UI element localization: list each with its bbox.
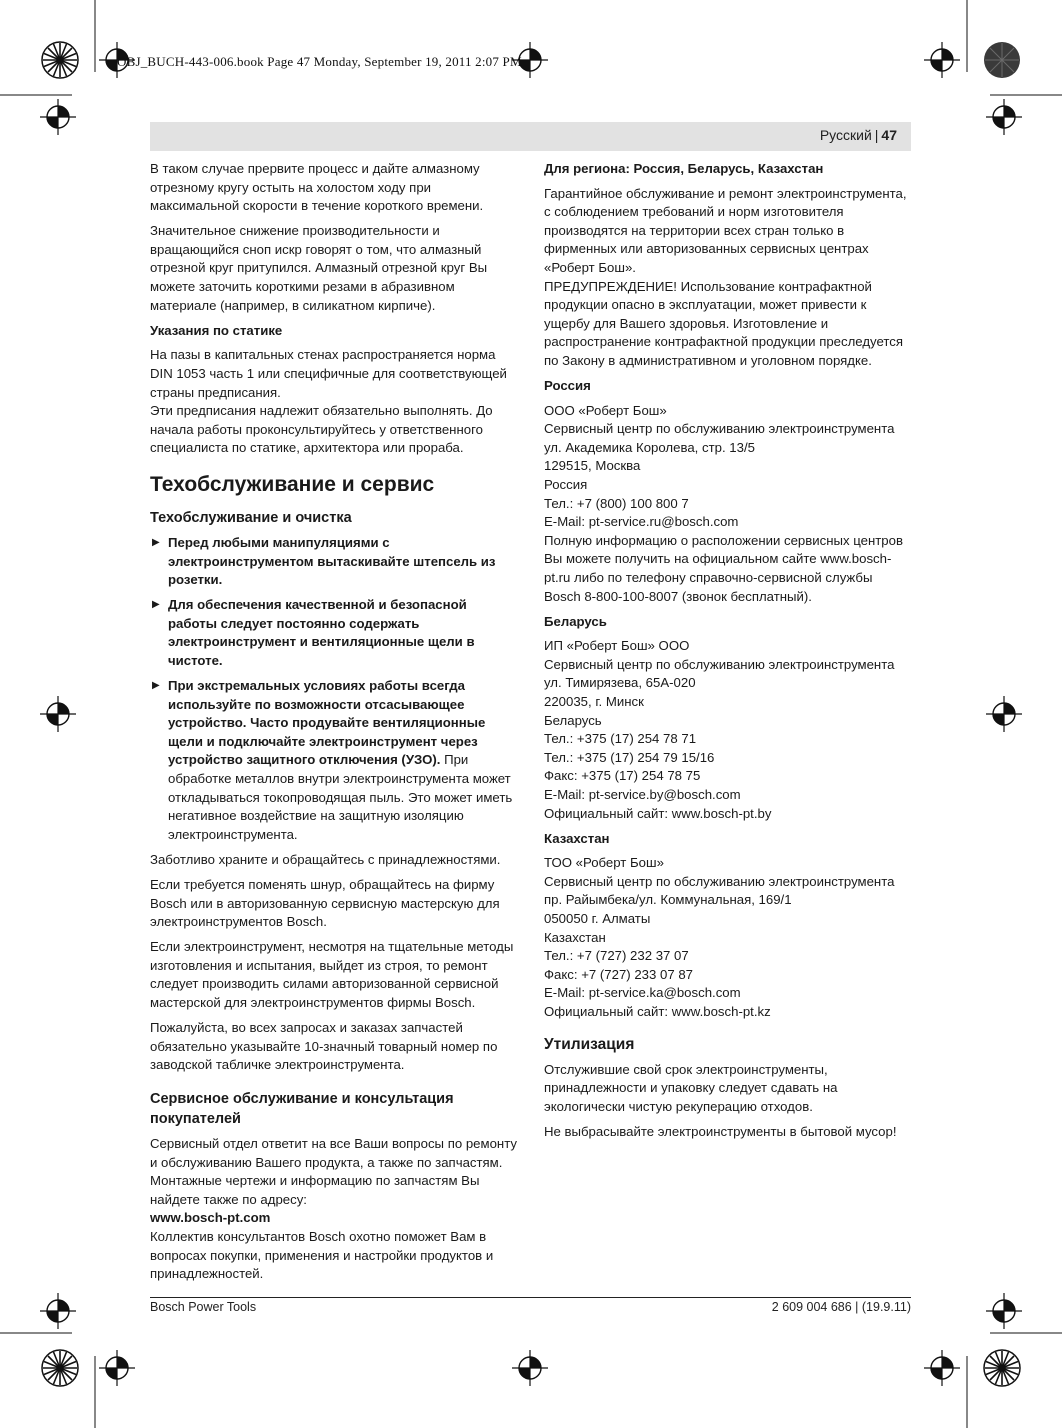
bullet-text: Для обеспечения качественной и безопасной работы следует постоянно содержать электроинструмент и вентиляционные щели в чистоте. — [168, 597, 475, 668]
statics-line: На пазы в капитальных стенах распространяется норма DIN 1053 часть 1 или специфичные для соответствующей страны предписания. — [150, 347, 507, 400]
address-line: E-Mail: pt-service.ka@bosch.com — [544, 985, 741, 1001]
region-text — [544, 185, 912, 371]
header-separator: | — [874, 127, 879, 143]
address-line: Сервисный центр по обслуживанию электроинструмента — [544, 656, 895, 672]
footer-doc-number: 2 609 004 686 | (19.9.11) — [771, 1300, 911, 1314]
address-line: E-Mail: pt-service.by@bosch.com — [544, 787, 741, 802]
address-line: Беларусь — [544, 712, 602, 728]
disposal-paragraph: Отслужившие свой срок электроинструменты, принадлежности и упаковку следует сдавать на экологически чистую рекуперацию отходов. — [544, 1061, 838, 1114]
address-line: Факс: +375 (17) 254 78 75 — [544, 768, 701, 784]
address-line: ИП «Роберт Бош» ООО — [544, 638, 690, 654]
address-line: Сервисный центр по обслуживанию электроинструмента — [544, 421, 895, 437]
address-line: 220035, г. Минск — [544, 694, 644, 710]
footer-brand: Bosch Power Tools — [150, 1300, 257, 1314]
disposal-heading: Утилизация — [544, 1035, 635, 1053]
statics-line: Эти предписания надлежит обязательно выполнять. До начала работы проконсультируйтесь у ответственного специалиста по статике, архитектора или прораба. — [150, 403, 493, 456]
triangle-bullet-icon: ▶ — [152, 536, 160, 548]
bullet-text: Перед любыми манипуляциями с электроинструментом вытаскивайте штепсель из розетки. — [168, 534, 496, 588]
address-line: ул. Тимирязева, 65А-020 — [544, 675, 696, 691]
section-title: Техобслуживание и сервис — [150, 472, 435, 496]
belarus-heading: Беларусь — [544, 613, 607, 629]
left-column — [150, 160, 518, 1284]
russia-heading: Россия — [544, 378, 591, 394]
bullet-item — [150, 596, 518, 670]
service-line: Сервисный отдел ответит на все Ваши вопросы по ремонту и обслуживанию Вашего продукта, а также по запчастям. Монтажные чертежи и информацию по запчастям Вы найдете также по адресу: — [150, 1135, 517, 1207]
intro-paragraph: Значительное снижение производительности и вращающийся сноп искр говорят о том, что алмазный отрезной круг притупился. Алмазный отрезной круг Вы можете заточить короткими резами в абразивном материале (например, в силикатном кирпиче). — [150, 223, 488, 313]
bullet-item — [150, 534, 518, 590]
address-line: Тел.: +375 (17) 254 79 15/16 — [544, 749, 715, 765]
warning-line: ПРЕДУПРЕЖДЕНИЕ! Использование контрафактной продукции опасно в эксплуатации, может привести к ущербу для Вашего здоровья. Изготовление и распространение контрафактной продукции преследуется по Закону в административном и уголовном порядке. — [544, 278, 904, 368]
maintenance-paragraph: Если требуется поменять шнур, обращайтесь на фирму Bosch или в авторизованную сервисную мастерскую для электроинструментов Bosch. — [150, 877, 500, 930]
footer-rule — [150, 1297, 911, 1298]
address-line: Официальный сайт: www.bosch-pt.kz — [544, 1004, 771, 1020]
address-line: Тел.: +7 (727) 232 37 07 — [544, 948, 689, 964]
triangle-bullet-icon: ▶ — [152, 680, 160, 692]
bullet-text: При обработке металлов внутри электроинструмента может откладываться токопроводящая пыль. Это может иметь негативное воздействие на защитную изоляцию электроинструмента. — [168, 752, 513, 842]
service-heading: Сервисное обслуживание и консультация покупателей — [150, 1090, 454, 1127]
service-url: www.bosch-pt.com — [150, 1210, 271, 1226]
disposal-paragraph: Не выбрасывайте электроинструменты в бытовой мусор! — [544, 1123, 897, 1139]
region-line: Гарантийное обслуживание и ремонт электроинструмента, с соблюдением требований и норм изготовителя производятся на территории всех стран только в фирменных или авторизованных сервисных центрах «Роберт Бош». — [544, 185, 907, 275]
right-column — [544, 160, 912, 1148]
bullet-text-bold: При экстремальных условиях работы всегда используйте по возможности отсасывающее устройство. Часто продувайте вентиляционные щели и подключайте электроинструмент через устройство защитного отключения (УЗО). — [168, 678, 486, 768]
bullet-item — [150, 677, 518, 844]
page-header — [150, 122, 911, 151]
header-language: Русский — [819, 127, 872, 143]
address-line: ТОО «Роберт Бош» — [544, 855, 664, 871]
page-number: 47 — [881, 127, 897, 143]
address-line: Сервисный центр по обслуживанию электроинструмента — [544, 873, 895, 889]
intro-paragraph: В таком случае прервите процесс и дайте алмазному отрезному кругу остыть на холостом ходу при максимальной скорости в течение короткого времени. — [150, 161, 484, 214]
maintenance-paragraph: Пожалуйста, во всех запросах и заказах запчастей обязательно указывайте 10-значный товарный номер по заводской табличке электроинструмента. — [150, 1020, 498, 1073]
address-line: Тел.: +375 (17) 254 78 71 — [544, 731, 697, 747]
service-text — [150, 1135, 518, 1284]
maintenance-heading: Техобслуживание и очистка — [150, 509, 352, 526]
triangle-bullet-icon: ▶ — [152, 599, 160, 611]
service-line: Коллектив консультантов Bosch охотно поможет Вам в вопросах покупки, применения и настройки продуктов и принадлежностей. — [150, 1228, 494, 1282]
address-line: 129515, Москва — [544, 458, 641, 474]
address-line: Тел.: +7 (800) 100 800 7 — [544, 495, 689, 511]
kazakhstan-address — [544, 854, 912, 1021]
statics-heading: Указания по статике — [150, 322, 283, 338]
address-line: Факс: +7 (727) 233 07 87 — [544, 966, 694, 982]
kazakhstan-heading: Казахстан — [544, 830, 610, 846]
maintenance-paragraph: Если электроинструмент, несмотря на тщательные методы изготовления и испытания, выйдет из строя, то ремонт следует производить силами авторизованной сервисной мастерской для электроинструментов фирмы Bosch. — [150, 939, 514, 1011]
address-note: Полную информацию о расположении сервисных центров Вы можете получить на официальном сайте www.bosch-pt.ru либо по телефону справочно-сервисной службы Bosch 8-800-100-8007 (звонок бесплатный). — [544, 532, 903, 604]
address-line: Россия — [544, 477, 588, 492]
statics-text — [150, 346, 518, 458]
address-line: E-Mail: pt-service.ru@bosch.com — [544, 514, 739, 530]
address-line: ООО «Роберт Бош» — [544, 402, 667, 418]
region-heading: Для региона: Россия, Беларусь, Казахстан — [544, 161, 824, 176]
address-line: Официальный сайт: www.bosch-pt.by — [544, 805, 772, 821]
print-slug: OBJ_BUCH-443-006.book Page 47 Monday, September 19, 2011 2:07 PM — [117, 54, 522, 69]
header-text — [820, 127, 897, 143]
address-line: пр. Райымбека/ул. Коммунальная, 169/1 — [544, 892, 792, 908]
russia-address — [544, 402, 912, 607]
address-line: Казахстан — [544, 929, 606, 945]
belarus-address — [544, 637, 912, 823]
address-line: 050050 г. Алматы — [544, 911, 651, 927]
maintenance-paragraph: Заботливо храните и обращайтесь с принадлежностями. — [150, 851, 501, 867]
address-line: ул. Академика Королева, стр. 13/5 — [544, 439, 755, 455]
